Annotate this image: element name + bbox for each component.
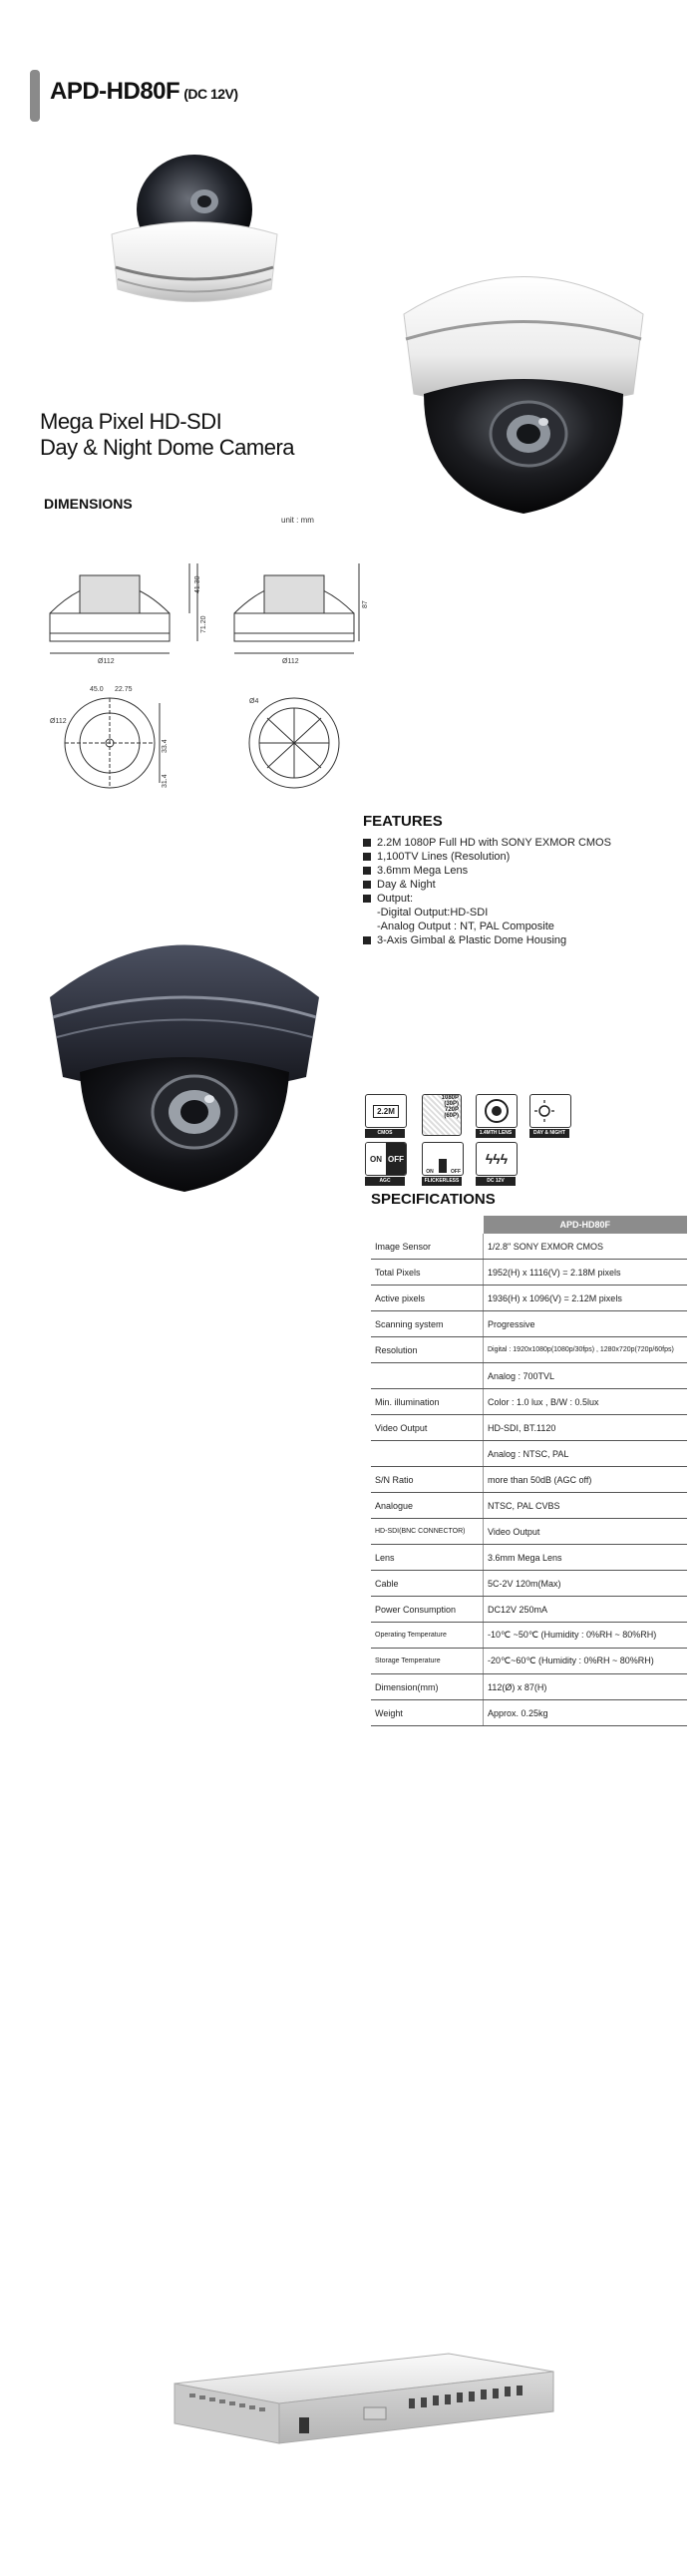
spec-label: Cable bbox=[371, 1571, 484, 1597]
spec-label: Image Sensor bbox=[371, 1234, 484, 1260]
cmos-chip-icon: 2.2M bbox=[373, 1105, 399, 1118]
specifications-heading: SPECIFICATIONS bbox=[371, 1191, 496, 1208]
dimensions-unit: unit : mm bbox=[281, 516, 314, 525]
table-row bbox=[371, 1519, 687, 1545]
table-row bbox=[371, 1234, 687, 1260]
model-column-header: APD-HD80F bbox=[484, 1216, 688, 1234]
table-row bbox=[371, 1649, 687, 1674]
power-switch-icon bbox=[299, 2417, 309, 2433]
bullet-square-icon bbox=[363, 936, 371, 944]
table-row bbox=[371, 1389, 687, 1415]
feature-item: 3-Axis Gimbal & Plastic Dome Housing bbox=[363, 933, 682, 947]
spec-label: Power Consumption bbox=[371, 1597, 484, 1623]
table-row bbox=[371, 1597, 687, 1623]
spec-label: Min. illumination bbox=[371, 1389, 484, 1415]
spec-value: Progressive bbox=[484, 1311, 688, 1337]
dim-base-dia: Ø112 bbox=[50, 718, 67, 725]
table-row bbox=[371, 1700, 687, 1726]
page-title bbox=[50, 78, 238, 106]
agc-feature-icon: ON OFF AGC bbox=[365, 1142, 405, 1186]
title-accent-bar bbox=[30, 70, 40, 122]
bullet-square-icon bbox=[363, 839, 371, 847]
lens-feature-icon: 1.4MTH LENS bbox=[476, 1094, 516, 1138]
table-row bbox=[371, 1286, 687, 1311]
spec-label: Analogue bbox=[371, 1493, 484, 1519]
feature-item: 1,100TV Lines (Resolution) bbox=[363, 850, 682, 864]
sun-moon-icon bbox=[533, 1098, 567, 1124]
dome-camera-small-image bbox=[100, 140, 289, 319]
feature-subitem: -Analog Output : NT, PAL Composite bbox=[377, 920, 554, 932]
dim-base-hole: Ø4 bbox=[249, 698, 259, 705]
spec-label: Resolution bbox=[371, 1337, 484, 1363]
specifications-table bbox=[371, 1216, 687, 1726]
spec-value: more than 50dB (AGC off) bbox=[484, 1467, 688, 1493]
spec-value: Digital : 1920x1080p(1080p/30fps) , 1280x720p(720p/60fps) bbox=[484, 1337, 688, 1363]
resolution-feature-icon: 1080P (30P) 720P (60P) bbox=[422, 1094, 462, 1136]
spec-value: 1/2.8" SONY EXMOR CMOS bbox=[484, 1234, 688, 1260]
features-heading: FEATURES bbox=[363, 813, 443, 830]
spec-value: DC12V 250mA bbox=[484, 1597, 688, 1623]
spec-value: Analog : 700TVL bbox=[484, 1363, 688, 1389]
spec-label: Weight bbox=[371, 1700, 484, 1726]
feature-item: Day & Night bbox=[363, 878, 682, 892]
features-list bbox=[363, 836, 682, 947]
dimensions-heading: DIMENSIONS bbox=[44, 496, 133, 512]
spec-label: Video Output bbox=[371, 1415, 484, 1441]
lightning-icon: ϟϟϟ bbox=[476, 1142, 518, 1176]
table-row bbox=[371, 1493, 687, 1519]
dimension-drawings bbox=[40, 553, 369, 803]
table-row bbox=[371, 1363, 687, 1389]
spec-label: Total Pixels bbox=[371, 1260, 484, 1286]
dim-front-height-top: 41.30 bbox=[194, 575, 201, 593]
bullet-square-icon bbox=[363, 867, 371, 875]
recorder-unit-image bbox=[170, 2344, 558, 2453]
table-row bbox=[371, 1623, 687, 1649]
spec-value: 1952(H) x 1116(V) = 2.18M pixels bbox=[484, 1260, 688, 1286]
table-row bbox=[371, 1545, 687, 1571]
dim-front-width: Ø112 bbox=[98, 658, 115, 665]
feature-subitem: -Digital Output:HD-SDI bbox=[377, 907, 489, 919]
dim-side-height: 87 bbox=[362, 600, 369, 608]
spec-value: -20℃~60℃ (Humidity : 0%RH ~ 80%RH) bbox=[484, 1649, 688, 1674]
spec-value: 3.6mm Mega Lens bbox=[484, 1545, 688, 1571]
cmos-feature-icon: 2.2M CMOS bbox=[365, 1094, 405, 1138]
spec-value: Approx. 0.25kg bbox=[484, 1700, 688, 1726]
feature-item: 2.2M 1080P Full HD with SONY EXMOR CMOS bbox=[363, 836, 682, 850]
product-headline bbox=[40, 409, 294, 461]
dim-base-offset2: 22.75 bbox=[115, 686, 133, 693]
power-feature-icon: ϟϟϟ DC 12V bbox=[476, 1142, 516, 1186]
table-row bbox=[371, 1467, 687, 1493]
table-header-row bbox=[371, 1216, 687, 1234]
table-row bbox=[371, 1337, 687, 1363]
daynight-feature-icon: DAY & NIGHT bbox=[529, 1094, 569, 1138]
bullet-square-icon bbox=[363, 853, 371, 861]
spec-value: Color : 1.0 lux , B/W : 0.5lux bbox=[484, 1389, 688, 1415]
spec-label: HD-SDI(BNC CONNECTOR) bbox=[371, 1519, 484, 1545]
table-row bbox=[371, 1415, 687, 1441]
spec-value: NTSC, PAL CVBS bbox=[484, 1493, 688, 1519]
dim-base-height1: 33.4 bbox=[162, 739, 169, 753]
headline-line1: Mega Pixel HD-SDI bbox=[40, 409, 222, 434]
flickerless-feature-icon: ON OFF FLICKERLESS bbox=[422, 1142, 462, 1186]
spec-label: Storage Temperature bbox=[371, 1649, 484, 1674]
lens-icon bbox=[484, 1098, 510, 1124]
spec-label: Dimension(mm) bbox=[371, 1674, 484, 1700]
dim-front-height-total: 71.20 bbox=[200, 615, 207, 633]
feature-item: Output: bbox=[363, 892, 682, 906]
spec-value: 5C-2V 120m(Max) bbox=[484, 1571, 688, 1597]
dim-base-offset1: 45.0 bbox=[90, 686, 104, 693]
spec-label: Operating Temperature bbox=[371, 1623, 484, 1649]
model-name: APD-HD80F bbox=[50, 78, 180, 105]
spec-label: Scanning system bbox=[371, 1311, 484, 1337]
spec-label bbox=[371, 1363, 484, 1389]
headline-line2: Day & Night Dome Camera bbox=[40, 435, 295, 460]
spec-value: Analog : NTSC, PAL bbox=[484, 1441, 688, 1467]
power-rating: (DC 12V) bbox=[183, 86, 238, 102]
dome-camera-dark-image bbox=[45, 908, 324, 1197]
table-row bbox=[371, 1571, 687, 1597]
lamp-icon bbox=[439, 1159, 447, 1173]
spec-label: Lens bbox=[371, 1545, 484, 1571]
spec-label: S/N Ratio bbox=[371, 1467, 484, 1493]
table-row bbox=[371, 1674, 687, 1700]
bullet-square-icon bbox=[363, 895, 371, 903]
table-row bbox=[371, 1311, 687, 1337]
spec-value: HD-SDI, BT.1120 bbox=[484, 1415, 688, 1441]
table-row bbox=[371, 1260, 687, 1286]
spec-value: -10℃ ~50℃ (Humidity : 0%RH ~ 80%RH) bbox=[484, 1623, 688, 1649]
table-row bbox=[371, 1441, 687, 1467]
feature-item: 3.6mm Mega Lens bbox=[363, 864, 682, 878]
spec-label bbox=[371, 1441, 484, 1467]
spec-label: Active pixels bbox=[371, 1286, 484, 1311]
spec-value: 1936(H) x 1096(V) = 2.12M pixels bbox=[484, 1286, 688, 1311]
bullet-square-icon bbox=[363, 881, 371, 889]
dim-base-height2: 31.4 bbox=[162, 774, 169, 788]
spec-value: 112(Ø) x 87(H) bbox=[484, 1674, 688, 1700]
dim-side-width: Ø112 bbox=[282, 658, 299, 665]
spec-value: Video Output bbox=[484, 1519, 688, 1545]
dome-camera-large-image bbox=[394, 244, 653, 524]
